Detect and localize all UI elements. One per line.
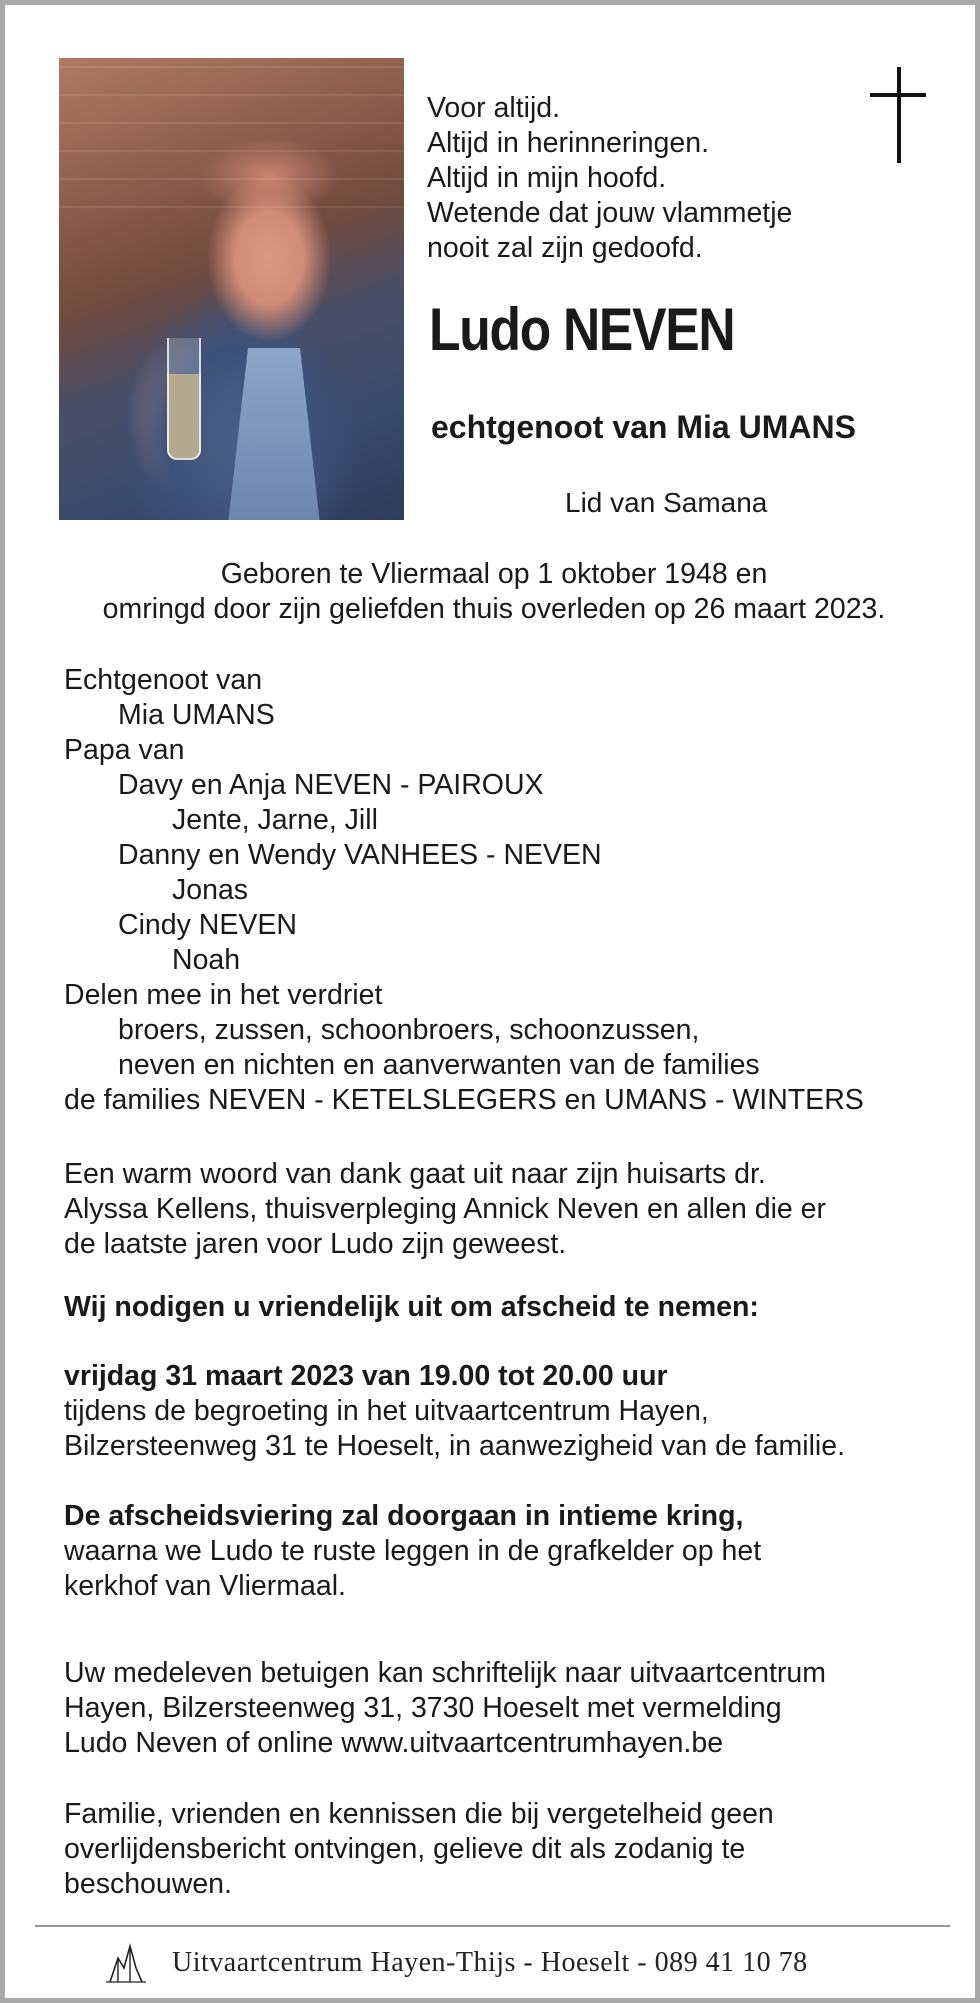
- cross-icon: [870, 67, 926, 163]
- thanks-line: Alyssa Kellens, thuisverpleging Annick Neven en allen die er: [64, 1193, 827, 1225]
- obituary-card: [5, 5, 975, 1998]
- family-line: de families NEVEN - KETELSLEGERS en UMANS - WINTERS: [64, 1084, 864, 1116]
- poem-line: Altijd in mijn hoofd.: [427, 162, 667, 194]
- visitation-paragraph: [64, 1359, 845, 1464]
- poem-line: nooit zal zijn gedoofd.: [427, 232, 703, 264]
- family-line: Danny en Wendy VANHEES - NEVEN: [118, 839, 602, 871]
- condolences-paragraph: [64, 1656, 826, 1761]
- family-line: broers, zussen, schoonbroers, schoonzussen,: [118, 1014, 700, 1046]
- birth-death-statement: [59, 557, 929, 627]
- ceremony-heading: De afscheidsviering zal doorgaan in intieme kring,: [64, 1500, 744, 1532]
- condolences-line: Ludo Neven of online www.uitvaartcentrumhayen.be: [64, 1727, 724, 1759]
- membership-line: Lid van Samana: [565, 487, 768, 518]
- photo-background-wall: [59, 58, 404, 208]
- birth-line: Geboren te Vliermaal op 1 oktober 1948 en: [220, 558, 768, 590]
- notice-line: beschouwen.: [64, 1868, 232, 1900]
- family-line: Jonas: [172, 874, 249, 906]
- birth-line: omringd door zijn geliefden thuis overleden op 26 maart 2023.: [102, 593, 886, 625]
- family-list: [64, 663, 864, 1118]
- condolences-line: Uw medeleven betuigen kan schriftelijk naar uitvaartcentrum: [64, 1657, 826, 1689]
- portrait-photo: [59, 58, 404, 520]
- poem-line: Wetende dat jouw vlammetje: [427, 197, 793, 229]
- condolences-line: Hayen, Bilzersteenweg 31, 3730 Hoeselt met vermelding: [64, 1692, 782, 1724]
- notice-paragraph: [64, 1797, 774, 1902]
- funeral-home-logo-icon: [100, 1938, 150, 1988]
- family-line: Echtgenoot van: [64, 664, 263, 696]
- family-line: Delen mee in het verdriet: [64, 979, 383, 1011]
- photo-shirt: [209, 348, 339, 520]
- notice-line: overlijdensbericht ontvingen, gelieve dit als zodanig te: [64, 1833, 746, 1865]
- visitation-when: vrijdag 31 maart 2023 van 19.00 tot 20.00 uur: [64, 1360, 668, 1392]
- invite-heading: Wij nodigen u vriendelijk uit om afscheid te nemen:: [64, 1291, 759, 1323]
- family-line: Mia UMANS: [118, 699, 275, 731]
- deceased-name: Ludo NEVEN: [429, 296, 735, 363]
- family-line: neven en nichten en aanverwanten van de families: [118, 1049, 760, 1081]
- thanks-paragraph: [64, 1157, 826, 1262]
- ceremony-line: kerkhof van Vliermaal.: [64, 1570, 346, 1602]
- spouse-line: echtgenoot van Mia UMANS: [431, 409, 856, 445]
- footer-text: Uitvaartcentrum Hayen-Thijs - Hoeselt - 089 41 10 78: [172, 1947, 808, 1978]
- poem-line: Altijd in herinneringen.: [427, 127, 710, 159]
- family-line: Davy en Anja NEVEN - PAIROUX: [118, 769, 544, 801]
- ceremony-line: waarna we Ludo te ruste leggen in de grafkelder op het: [64, 1535, 762, 1567]
- footer: [100, 1938, 808, 1988]
- visitation-line: Bilzersteenweg 31 te Hoeselt, in aanwezigheid van de familie.: [64, 1430, 846, 1462]
- poem-line: Voor altijd.: [427, 92, 561, 124]
- thanks-line: de laatste jaren voor Ludo zijn geweest.: [64, 1228, 567, 1260]
- poem: [427, 91, 792, 266]
- family-line: Cindy NEVEN: [118, 909, 297, 941]
- family-line: Papa van: [64, 734, 185, 766]
- footer-divider: [35, 1925, 950, 1927]
- ceremony-paragraph: [64, 1499, 761, 1604]
- family-line: Jente, Jarne, Jill: [172, 804, 378, 836]
- notice-line: Familie, vrienden en kennissen die bij vergetelheid geen: [64, 1798, 774, 1830]
- family-line: Noah: [172, 944, 241, 976]
- visitation-line: tijdens de begroeting in het uitvaartcentrum Hayen,: [64, 1395, 709, 1427]
- photo-champagne-glass: [167, 338, 201, 460]
- thanks-line: Een warm woord van dank gaat uit naar zijn huisarts dr.: [64, 1158, 766, 1190]
